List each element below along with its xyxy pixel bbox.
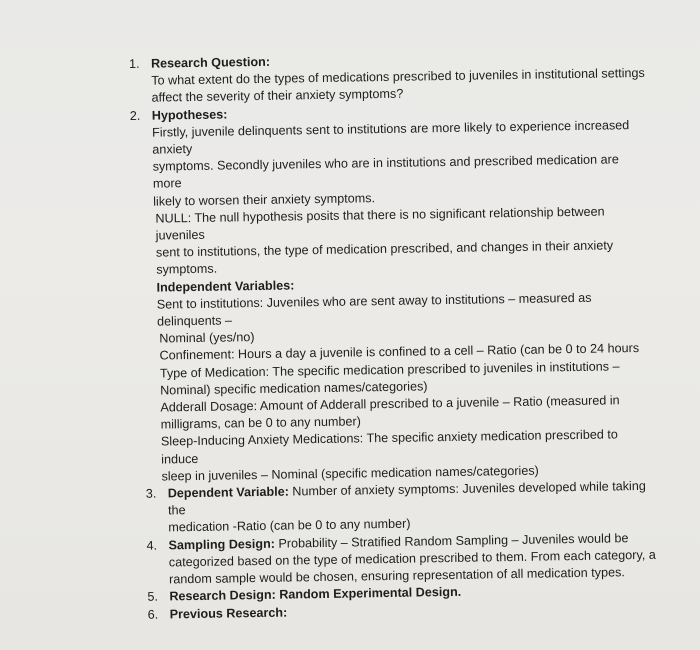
item-heading: Research Question: (150, 54, 271, 71)
text-line: Confinement: Hours a day a juvenile is confined to a cell – Ratio (can be 0 to 24 hours (159, 341, 640, 363)
text-line: Firstly, juvenile delinquents sent to institutions are more likely to experience increased anxiety (151, 117, 630, 157)
item-number: 6. (147, 607, 159, 622)
text-line: sent to institutions, the type of medication prescribed, and changes in their anxiety (155, 238, 614, 260)
text-inline: Probability – Stratified Random Sampling – Juveniles would be (274, 530, 629, 551)
text-line: symptoms. Secondly juveniles who are in institutions and prescribed medication are more (152, 152, 619, 192)
item-heading: Dependent Variable: (167, 484, 289, 501)
text-line: likely to worsen their anxiety symptoms. (153, 190, 376, 209)
text-line: symptoms. (156, 262, 218, 278)
text-line: NULL: The null hypothesis posits that there is no significant relationship between juveniles (155, 204, 605, 243)
text-line: affect the severity of their anxiety symptoms? (151, 87, 404, 106)
text-line: Nominal) specific medication names/categories) (160, 379, 428, 398)
text-line: medication -Ratio (can be 0 to any number) (168, 517, 411, 535)
document-body (129, 48, 658, 624)
item-heading: Hypotheses: (151, 107, 228, 123)
list-item-research-question (129, 48, 650, 108)
text-line: To what extent do the types of medications prescribed to juveniles in institutional settings (151, 66, 645, 88)
item-number: 4. (146, 538, 158, 553)
list-item-hypotheses (130, 99, 656, 486)
text-line: milligrams, can be 0 to any number) (160, 414, 361, 432)
item-heading: Previous Research: (169, 605, 288, 621)
text-inline: Number of anxiety symptoms: Juveniles developed while taking the (167, 478, 646, 518)
text-line: Type of Medication: The specific medication prescribed to juveniles in institutions – (159, 358, 620, 381)
item-number: 5. (147, 589, 159, 605)
text-line: categorized based on the type of medication prescribed to them. From each category, a (168, 547, 656, 570)
list-item-dependent-variable (136, 478, 657, 538)
item-number: 2. (129, 108, 141, 123)
text-line: Nominal (yes/no) (159, 330, 255, 346)
item-heading: Sampling Design: (168, 536, 276, 553)
item-number: 3. (145, 486, 157, 501)
text-line: Sent to institutions: Juveniles who are sent away to institutions – measured as delinquents – (156, 290, 592, 329)
text-line: Sleep-Inducing Anxiety Medications: The specific anxiety medication prescribed to induce (160, 427, 618, 467)
text-line: sleep in juveniles – Nominal (specific medication names/categories) (161, 463, 539, 484)
item-number: 1. (128, 56, 140, 71)
text-line: random sample would be chosen, ensuring representation of all medication types. (169, 565, 625, 587)
subheading-independent-variables: Independent Variables: (156, 278, 295, 295)
list-item-sampling-design (136, 529, 657, 589)
item-heading: Research Design: Random Experimental Design. (169, 585, 462, 604)
text-line: Adderall Dosage: Amount of Adderall prescribed to a juvenile – Ratio (measured in (160, 393, 620, 415)
